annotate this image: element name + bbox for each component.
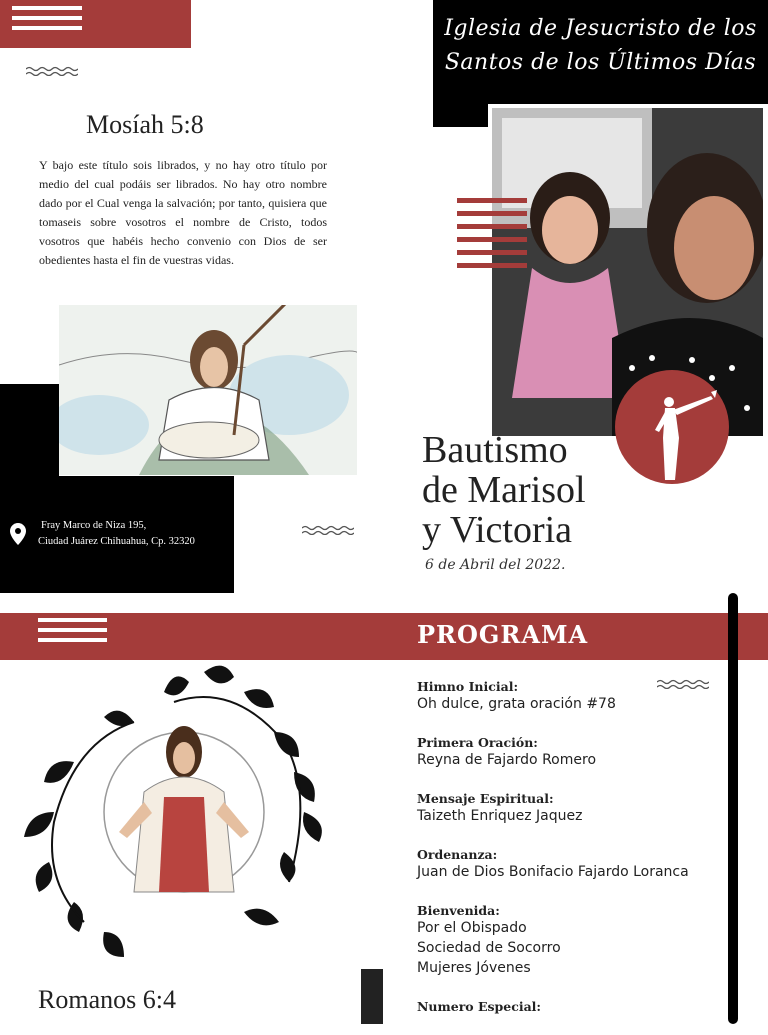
- program-item: [417, 999, 722, 1014]
- verse1-body: Y bajo este título sois librados, y no hay otro título por medio del cual podáis ser librados. No hay otro nombre dado por el Cual venga la salvación; por tanto, quisiera que tomaseis sobre vosotros el nombre de Cristo, todos vosotros que habéis hecho convenio con Dios de ser obedientes hasta el fin de vuestras vidas.: [39, 158, 327, 267]
- program-item-label: Numero Especial:: [417, 999, 542, 1014]
- address-line2: Ciudad Juárez Chihuahua, Cp. 32320: [38, 536, 195, 547]
- event-title: [422, 430, 586, 550]
- program-item-value: Por el Obispado: [417, 920, 527, 936]
- menu-icon: [38, 618, 107, 648]
- program-item-value: Mujeres Jóvenes: [417, 960, 531, 976]
- program-item-label: Mensaje Espiritual:: [417, 791, 554, 806]
- location-pin-icon: [10, 523, 26, 545]
- program-item-value: Reyna de Fajardo Romero: [417, 752, 597, 768]
- event-title-line3: y Victoria: [422, 509, 573, 551]
- jesus-leaves-illustration: [14, 662, 354, 972]
- angel-moroni-icon: [615, 370, 729, 484]
- red-stripes-decoration: [457, 198, 527, 276]
- wave-decoration: [302, 525, 354, 535]
- address-line1: Fray Marco de Niza 195,: [41, 520, 147, 531]
- church-name-line2: Santos de los Últimos Días: [444, 50, 757, 75]
- program-item-value: Juan de Dios Bonifacio Fajardo Loranca: [417, 864, 689, 880]
- menu-icon: [12, 6, 82, 36]
- verse1-title: Mosíah 5:8: [86, 110, 204, 139]
- black-bar-bottom: [361, 969, 383, 1024]
- program-item: [417, 791, 722, 826]
- program-item: [417, 847, 722, 882]
- church-header: [433, 0, 768, 104]
- program-item: [417, 679, 722, 714]
- verse2-title: Romanos 6:4: [38, 985, 176, 1014]
- program-bar: [0, 613, 768, 660]
- program-item-value: Taizeth Enriquez Jaquez: [417, 808, 583, 824]
- event-title-line1: Bautismo: [422, 429, 568, 471]
- vertical-divider: [728, 593, 738, 1024]
- church-name-line1: Iglesia de Jesucristo de los: [444, 16, 757, 41]
- program-list: [417, 679, 722, 1035]
- event-date: 6 de Abril del 2022.: [425, 557, 566, 573]
- address-block: [0, 476, 234, 593]
- wave-decoration: [26, 66, 78, 76]
- black-block-left: [0, 384, 59, 476]
- program-item-label: Himno Inicial:: [417, 679, 519, 694]
- shepherd-illustration: [59, 305, 357, 475]
- program-title: PROGRAMA: [417, 620, 589, 649]
- event-title-line2: de Marisol: [422, 469, 586, 511]
- program-item-value: Oh dulce, grata oración #78: [417, 696, 616, 712]
- program-item: [417, 735, 722, 770]
- header-tab: [433, 104, 488, 127]
- top-menu-bar: [0, 0, 191, 48]
- program-item-value: Sociedad de Socorro: [417, 940, 561, 956]
- program-item-label: Primera Oración:: [417, 735, 538, 750]
- program-item: [417, 903, 722, 978]
- program-item-label: Bienvenida:: [417, 903, 500, 918]
- program-item-label: Ordenanza:: [417, 847, 498, 862]
